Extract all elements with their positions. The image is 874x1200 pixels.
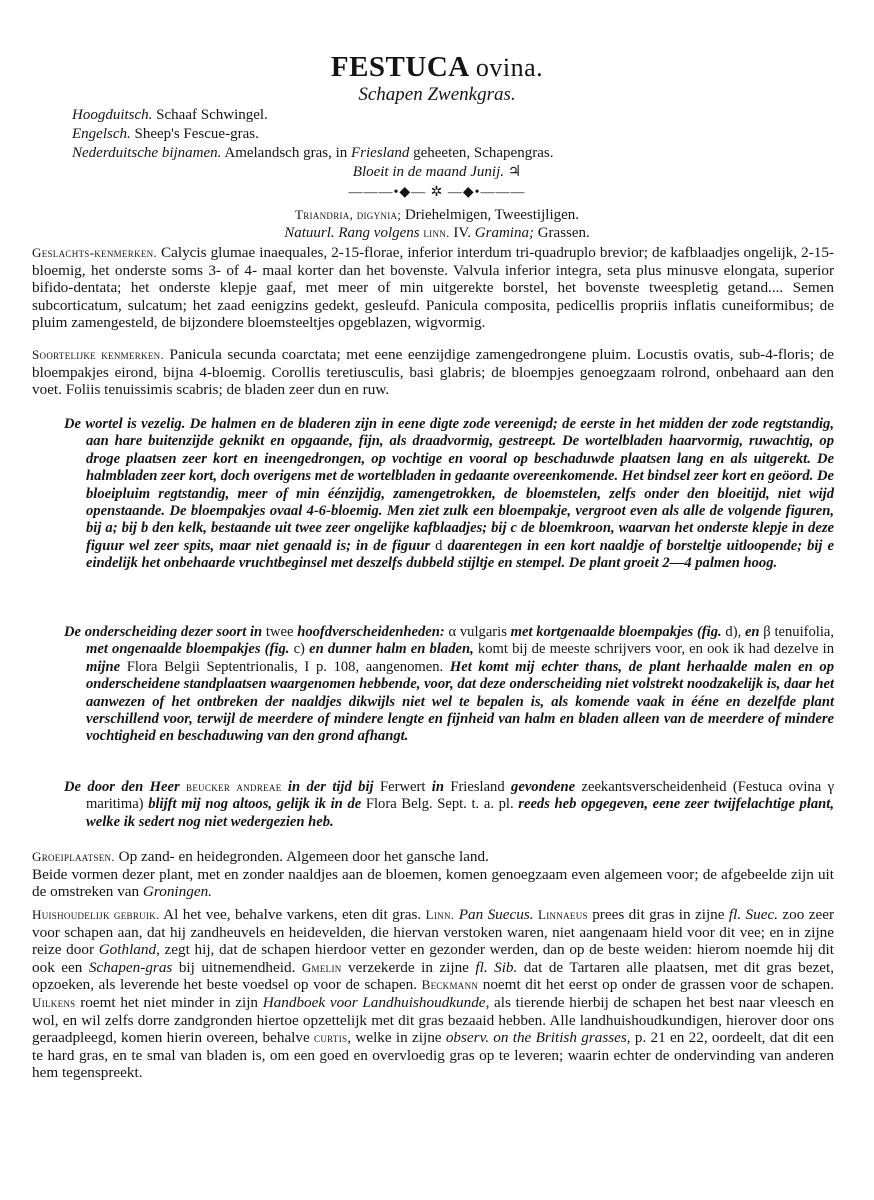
paragraph-habitat: Groeiplaatsen. Op zand- en heidegronden. Algemeen door het gansche land.: [32, 848, 489, 865]
classification-linnaean: Triandria, digynia; Driehelmigen, Tweestijligen.: [294, 207, 580, 223]
name-value: Schaaf Schwingel.: [156, 107, 268, 123]
section-genus-characters: [32, 244, 834, 332]
paragraph-root-description: De wortel is vezelig. De halmen en de bladeren zijn in eene digte zode vereenigd; de eerste in het midden der zode regtstandig, aan hare buitenzijde geknikt en opgaande, fijn, als draadvormig, gestreept. De wortelbladen haarvormig, ruwachtig, op droge plaatsen zeer kort en ineengedrongen, op vochtige en vooral op beschaduwde plaatsen lang en als uitgerekt. De halmbladen zeer kort, doch overigens met de wortelbladen in gedaante overeenkomende. Het bindsel zeer kort en geöord. De bloeipluim regtstandig, meer of min éénzijdig, zamengetrokken, de bloemstelen, zelfs onder den bloeitijd, niet wijd openstaande. De bloempakjes ovaal 4-6-bloemig. Men ziet zulk een bloempakje, vergroot even als alle de volgende figuren, bij a; bij b den kelk, bestaande uit twee zeer ongelijke kafblaadjes; bij c de bloemkroon, waarvan het onderste klepje in deze figuur wel zeer spits, maar niet genaald is; in de figuur d daarentegen in een kort naaldje of borsteltje uitloopende; bij e eindelijk het onbehaarde vruchtbeginsel met deszelfs dubbeld stijltje en stempel. De plant groeit 2—4 palmen hoog.: [64, 416, 834, 572]
name-row-dutch: [72, 144, 812, 163]
section-species-characters: [32, 346, 834, 399]
species-name: ovina.: [475, 53, 544, 82]
bloom-text: Bloeit in de maand Junij.: [352, 164, 505, 180]
name-value: Sheep's Fescue-gras.: [134, 126, 259, 142]
bloom-period: [0, 163, 874, 182]
paragraph-forms: Beide vormen dezer plant, met en zonder naaldjes aan de bloemen, komen genoegzaam even algemeen voor; de afgebeelde zijn uit de omstreken van Groningen.: [32, 865, 834, 901]
perennial-symbol-icon: ♃: [507, 164, 522, 180]
vernacular-names: [72, 106, 812, 163]
name-value: Amelandsch gras, in Friesland geheeten, Schapengras.: [224, 145, 554, 161]
paragraph-genus-characters: Geslachts-kenmerken. Calycis glumae inaequales, 2-15-florae, inferior interdum tri-quadruplo brevior; de kafblaadjes ongelijk, 2-15-bloemig, het onderste soms 3- of 4- maal korter dan het bovenste. Valvula inferior integra, seta plus minusve elongata, superior bifido-dentata; het onderste klepje gaaf, met meer of min uitgerekte borstel, het bovenste tweespletig getand.... Semen subcorticatum, sulcatum; het zaad eenigzins gedekt, gesleufd. Panicula composita, pedicellis propriis inflatis cuneiformibus; de pluim zamengesteld, de bijzondere bloemsteeltjes opgeblazen, wigvormig.: [32, 244, 834, 332]
paragraph-species-characters: Soortelijke kenmerken. Panicula secunda coarctata; met eene eenzijdige zamengedrongene pluim. Locustis ovatis, sub-4-floris; de bloempakjes eirond, bijna 4-bloemig. Corollis teretiusculis, basi glabris; de bloempjes genoegzaam rolrond, onbehaard aan den voet. Foliis tenuissimis scabris; de bladen zeer dun en ruw.: [32, 346, 835, 399]
section-habitat: [32, 848, 834, 901]
paragraph-maritime-variety: De door den Heer beucker andreae in der tijd bij Ferwert in Friesland gevondene zeekantsverscheidenheid (Festuca ovina γ maritima) blijft mij nog altoos, gelijk ik in de Flora Belg. Sept. t. a. pl. reeds heb opgegeven, eene zeer twijfelachtige plant, welke ik sedert nog niet wedergezien heb.: [64, 779, 835, 830]
paragraph-economic-use: Huishoudelijk gebruik. Al het vee, behalve varkens, eten dit gras. Linn. Pan Suecus. Linnaeus prees dit gras in zijne fl. Suec. zoo zeer voor schapen aan, dat hij zandheuvels en heidevelden, die hiervan verstoken waren, niet aangenaam hield voor dit vee; en in zijne reize door Gothland, zegt hij, dat de schapen hierdoor vetter en gezonder werden, dan op de beste weiden: hierom noemde hij dit ook een Schapen-gras bij uitnemendheid. Gmelin verzekerde in zijne fl. Sib. dat de Tartaren alle plaatsen, met dit gras bezet, opzoeken, als leverende het beste voedsel op voor de schapen. Beckmann noemt dit het eerst op onder de grassen voor de schapen. Uilkens roemt het niet minder in zijn Handboek voor Landhuishoudkunde, als tierende hierbij de schapen het best naar vleesch en wol, en wil zelfs dorre zandgronden hiertoe opzettelijk met dit gras bezaaid hebben. Alle landhuishoudkundigen, hierover door ons geraadpleegd, komen hierin overeen, behalve curtis, welke in zijne observ. on the British grasses, p. 21 en 22, oordeelt, dat dit een te hard gras, en te smal van bladen is, om een goed en overvloedig gras op te leveren; waarin echter de ondervinding van anderen hem tegenspreekt.: [32, 906, 835, 1082]
section-description: [64, 416, 834, 573]
common-name: Schapen Zwenkgras.: [358, 84, 516, 105]
name-language: Hoogduitsch.: [72, 107, 153, 123]
section-economic-use: [32, 906, 834, 1082]
section-maritime-variety: [64, 778, 834, 831]
name-row-english: [72, 125, 812, 144]
name-language: Nederduitsche bijnamen.: [72, 145, 222, 161]
name-language: Engelsch.: [72, 126, 131, 142]
genus-name: FESTUCA: [330, 51, 469, 83]
paragraph-varieties: De onderscheiding dezer soort in twee hoofdverscheidenheden: α vulgaris met kortgenaalde bloempakjes (fig. d), en β tenuifolia, met ongenaalde bloempakjes (fig. c) en dunner halm en bladen, komt bij de meeste schrijvers voor, en ook ik had dezelve in mijne Flora Belgii Septentrionalis, I p. 108, aangenomen. Het komt mij echter thans, de plant herhaalde malen en op onderscheidene standplaatsen waargenomen hebbende, voor, dat deze onderscheiding niet volstrekt noodzakelijk is, daar het aanwezen of het ontbreken der naaldjes dikwijls niet wel te bepalen is, als komende vaak in ééne en dezelfde plant verschillend voor, terwijl de meerdere of mindere lengte en fijnheid van halm en bladen alleen van de meerdere of mindere vochtigheid en beschaduwing van den grond afhangt.: [64, 624, 835, 745]
name-row-german: [72, 106, 812, 125]
classification-natural: Natuurl. Rang volgens linn. IV. Gramina; Grassen.: [284, 225, 590, 241]
ornament-divider: ———•◆— ✲ —◆•———: [348, 185, 526, 200]
section-varieties: [64, 624, 834, 746]
page-title: [0, 50, 874, 85]
